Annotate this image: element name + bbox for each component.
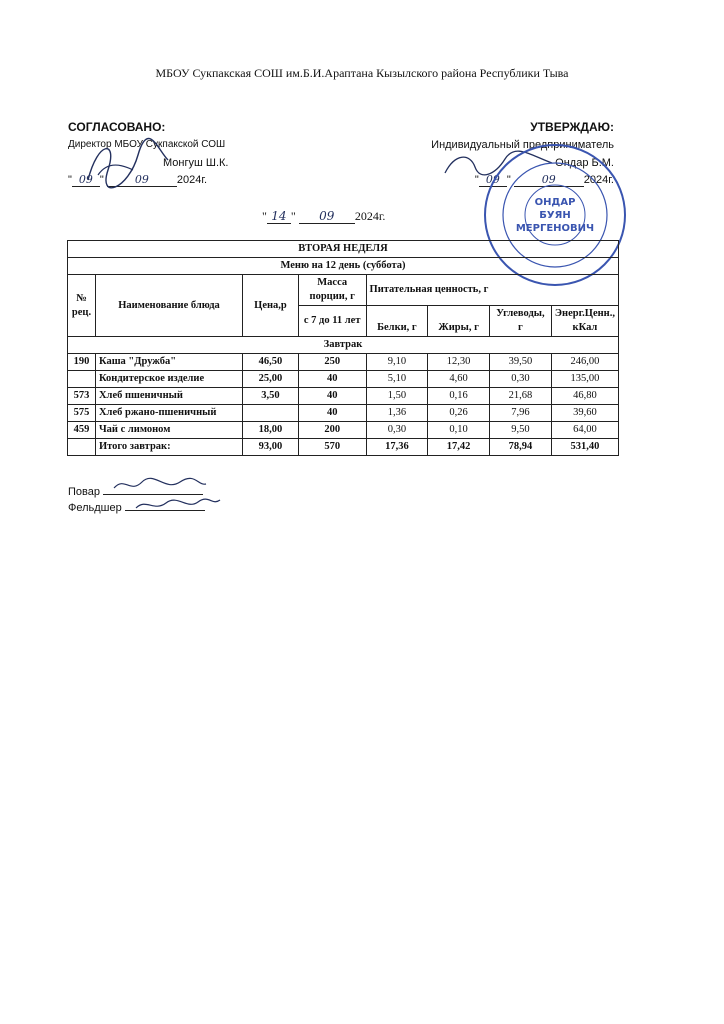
stamp-line3: МЕРГЕНОВИЧ [515, 223, 595, 234]
row-fat: 0,16 [428, 388, 490, 405]
approve-year: 2024г. [583, 174, 614, 186]
col-age-header: с 7 до 11 лет [298, 306, 366, 337]
row-mass: 40 [298, 388, 366, 405]
row-price [243, 405, 299, 422]
menu-date: " 14 " 09 2024г. [262, 209, 386, 223]
row-price: 3,50 [243, 388, 299, 405]
medic-signature [132, 494, 222, 516]
row-carbs: 7,96 [489, 405, 551, 422]
row-energy: 246,00 [551, 354, 618, 371]
table-row [68, 405, 619, 422]
approve-name: Ондар Б.М. [555, 157, 614, 169]
row-mass: 200 [298, 422, 366, 439]
row-price: 25,00 [243, 371, 299, 388]
col-dish-header: Наименование блюда [95, 275, 242, 337]
total-label: Итого завтрак: [95, 439, 242, 456]
col-carbs-header: Углеводы, г [489, 306, 551, 337]
total-price: 93,00 [243, 439, 299, 456]
row-fat: 0,26 [428, 405, 490, 422]
col-energy-header: Энерг.Ценн., кКал [551, 306, 618, 337]
agree-day: 09 [72, 173, 100, 187]
row-num: 575 [68, 405, 96, 422]
stamp-line1: ОНДАР [534, 197, 576, 208]
row-protein: 1,50 [366, 388, 428, 405]
agree-title: СОГЛАСОВАНО: [68, 120, 166, 134]
agree-name: Монгуш Ш.К. [163, 157, 229, 169]
total-carbs: 78,94 [489, 439, 551, 456]
menu-title: Меню на 12 день (суббота) [68, 258, 619, 275]
row-protein: 9,10 [366, 354, 428, 371]
row-energy: 46,80 [551, 388, 618, 405]
document-header: МБОУ Сукпакская СОШ им.Б.И.Араптана Кызылского района Республики Тыва [155, 66, 569, 80]
section-breakfast: Завтрак [68, 337, 619, 354]
table-row [68, 354, 619, 371]
table-row [68, 388, 619, 405]
row-carbs: 9,50 [489, 422, 551, 439]
total-row [68, 439, 619, 456]
approve-position: Индивидуальный предприниматель [431, 139, 614, 151]
col-fat-header: Жиры, г [428, 306, 490, 337]
row-num: 459 [68, 422, 96, 439]
table-row [68, 422, 619, 439]
row-protein: 5,10 [366, 371, 428, 388]
cook-signature [110, 474, 210, 496]
row-carbs: 21,68 [489, 388, 551, 405]
table-row [68, 371, 619, 388]
week-title: ВТОРАЯ НЕДЕЛЯ [68, 241, 619, 258]
row-name: Хлеб ржано-пшеничный [95, 405, 242, 422]
row-name: Хлеб пшеничный [95, 388, 242, 405]
approve-title: УТВЕРЖДАЮ: [530, 120, 614, 134]
total-fat: 17,42 [428, 439, 490, 456]
agree-position: Директор МБОУ Сукпакской СОШ [68, 139, 226, 150]
medic-label: Фельдшер [68, 502, 122, 514]
agree-month: 09 [107, 173, 177, 187]
total-energy: 531,40 [551, 439, 618, 456]
row-num: 573 [68, 388, 96, 405]
row-fat: 4,60 [428, 371, 490, 388]
row-carbs: 39,50 [489, 354, 551, 371]
approve-month: 09 [514, 173, 584, 187]
row-energy: 39,60 [551, 405, 618, 422]
row-mass: 40 [298, 371, 366, 388]
col-nutrition-header: Питательная ценность, г [366, 275, 618, 306]
total-mass: 570 [298, 439, 366, 456]
col-mass-header: Масса порции, г [298, 275, 366, 306]
col-num-header: № рец. [68, 275, 96, 337]
row-price: 46,50 [243, 354, 299, 371]
row-name: Кондитерское изделие [95, 371, 242, 388]
col-price-header: Цена,р [243, 275, 299, 337]
row-protein: 1,36 [366, 405, 428, 422]
menu-table [67, 240, 619, 456]
menu-year: 2024г. [354, 209, 386, 223]
col-protein-header: Белки, г [366, 306, 428, 337]
approve-day: 09 [479, 173, 507, 187]
row-num [68, 371, 96, 388]
row-name: Чай с лимоном [95, 422, 242, 439]
cook-label: Повар [68, 486, 100, 498]
row-mass: 40 [298, 405, 366, 422]
menu-month: 09 [299, 209, 355, 224]
menu-day: 14 [267, 209, 291, 224]
agree-year: 2024г. [176, 174, 208, 186]
total-protein: 17,36 [366, 439, 428, 456]
row-carbs: 0,30 [489, 371, 551, 388]
row-protein: 0,30 [366, 422, 428, 439]
director-signature [78, 130, 178, 200]
agree-date: " 09 " 09 2024г. [68, 173, 208, 186]
row-energy: 135,00 [551, 371, 618, 388]
row-mass: 250 [298, 354, 366, 371]
stamp-line2: БУЯН [539, 210, 571, 221]
row-fat: 12,30 [428, 354, 490, 371]
row-energy: 64,00 [551, 422, 618, 439]
row-name: Каша "Дружба" [95, 354, 242, 371]
approve-date: " 09 " 09 2024г. [474, 173, 614, 186]
row-fat: 0,10 [428, 422, 490, 439]
row-num: 190 [68, 354, 96, 371]
row-price: 18,00 [243, 422, 299, 439]
